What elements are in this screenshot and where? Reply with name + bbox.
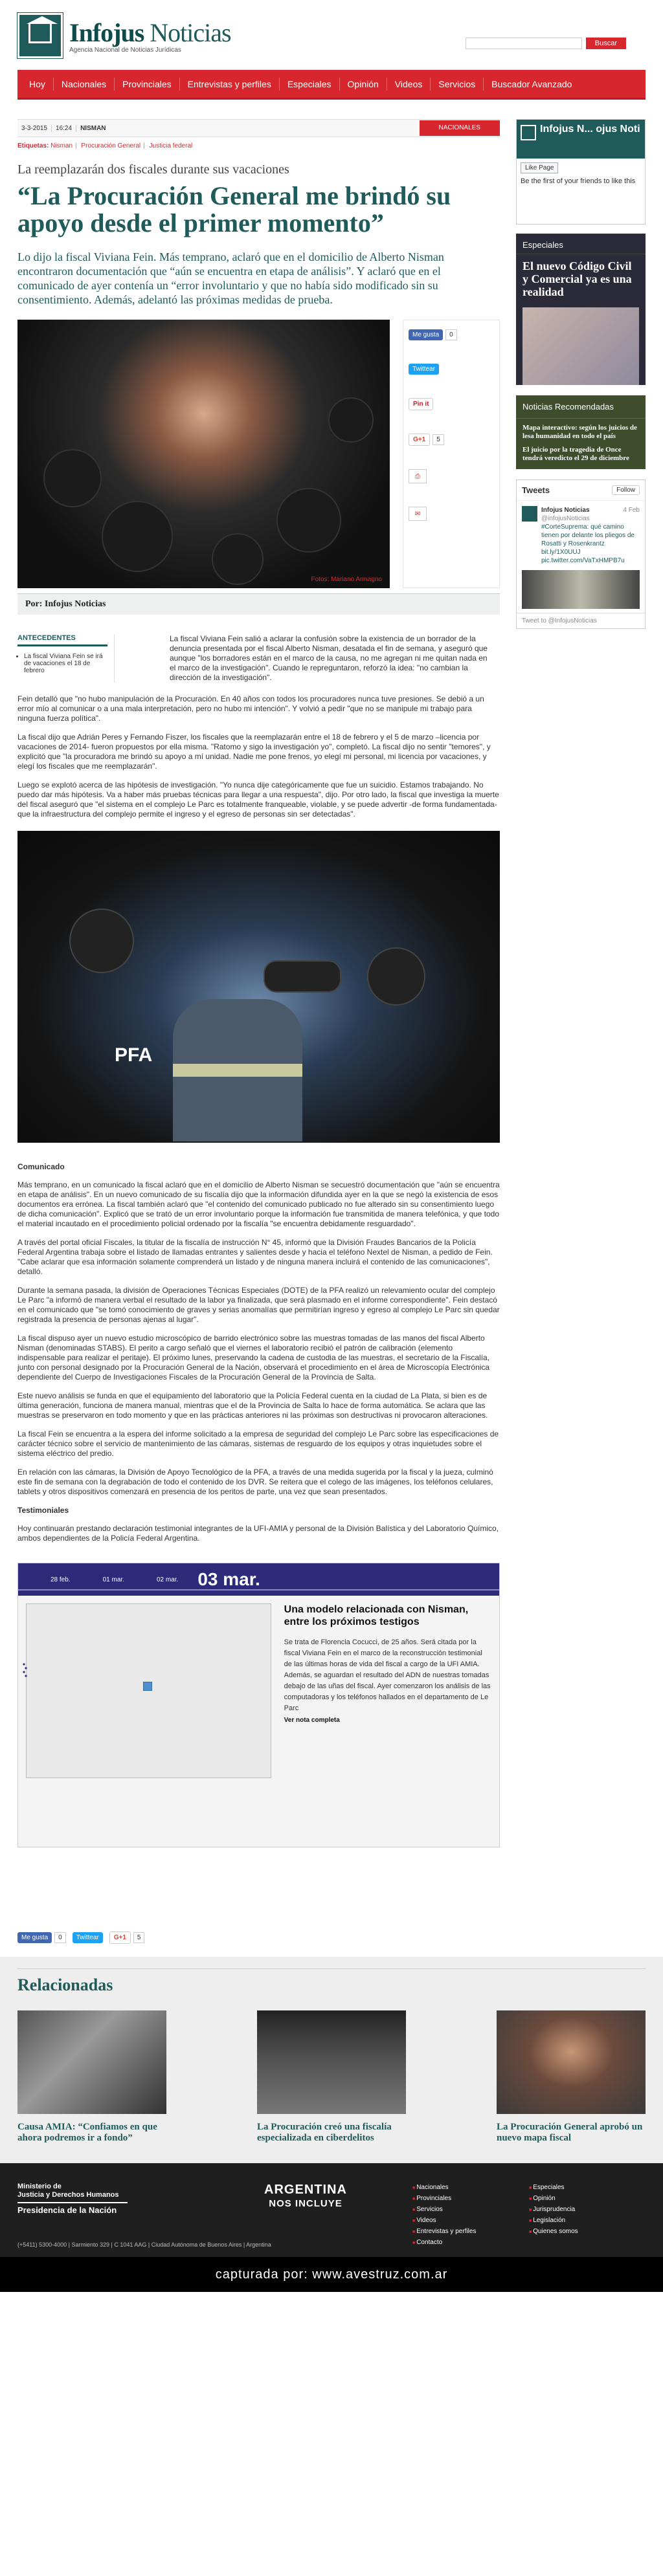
article-paragraph: En relación con las cámaras, la División de Apoyo Tecnológico de la PFA, a través de una medida sugerida por la fiscal y la jueza, culminó este fin de semana con la degrabación de todo el contenido de los DVR. Se reitera que el colego de las imágenes, los teléfonos celulares, tablets y otros dispositivos comenzará en presencia de los peritos de parte, una vez que sean presentados. xyxy=(17,1468,493,1496)
search-button[interactable]: Buscar xyxy=(586,38,626,49)
search-form xyxy=(466,38,626,49)
twitter-share-button-bottom[interactable]: Twittear xyxy=(73,1932,103,1943)
facebook-like-button[interactable]: Me gusta xyxy=(409,329,443,340)
secondary-photo[interactable]: PFA xyxy=(17,831,500,1143)
article-title: “La Procuración General me brindó su apoyo desde el primer momento” xyxy=(17,181,451,237)
recomendadas-box xyxy=(516,395,646,469)
article-date: 3-3-2015 xyxy=(17,125,52,132)
article-main xyxy=(17,119,500,1957)
tweets-title: Tweets xyxy=(522,485,550,495)
related-image[interactable] xyxy=(17,2010,166,2114)
facebook-count: 0 xyxy=(445,329,457,340)
tweet-image[interactable] xyxy=(522,570,640,609)
argentina-nos-incluye-logo: ARGENTINA NOS INCLUYE xyxy=(264,2183,347,2209)
article-paragraph: A través del portal oficial Fiscales, la titular de la fiscalía de instrucción N° 45, informó que la División Fraudes Bancarios de la Policía Federal Argentina trabaja sobre el listado de llamadas entrantes y salientes desde y hacia el teléfono Nextel de Nisman, a pedido de Fein. "Cabe aclarar que esa información solamente comprenderá un listado y de ninguna manera incluirá el contenido de las comunicaciones", detalló. xyxy=(17,1238,493,1276)
related-section xyxy=(0,1957,663,2163)
nav-item-nacionales[interactable]: Nacionales xyxy=(54,78,115,91)
logo-icon xyxy=(17,13,63,58)
testimoniales-heading: Testimoniales xyxy=(17,1506,69,1515)
tweet[interactable]: Infojus Noticias 4 Feb @infojusNoticias #CorteSuprema: qué camino tienen por delante los pliegos de Rosatti y Rosenkrantz bit.ly/1X0UUJ pic.twitter.com/VaTxHMPB7u xyxy=(517,501,645,570)
article-paragraph: La fiscal Fein se encuentra a la espera del informe solicitado a la empresa de seguridad del complejo Le Parc sobre las especificaciones de carácter técnico sobre el servicio de mantenimiento de las cámaras, sistemas de resguardo de los equipos y otras inquietudes sobre el sistema eléctrico del predio. xyxy=(17,1429,499,1458)
article-paragraph: Durante la semana pasada, la división de Operaciones Técnicas Especiales (DOTE) de la PFA realizó un relevamiento ocular del complejo Le Parc "a informó de manera verbal el resultado de la labor ya finalizada, que será plasmado en el informe correspondiente". Fein destacó en el comunicado que "se tomó conocimiento de graves y serias anomalías que permitirían ingreso y egreso al complejo Le Parc sin quedar registrada la presencia de personas ajenas al lugar". xyxy=(17,1286,500,1324)
timeline-media[interactable] xyxy=(26,1603,271,1778)
footer-link[interactable]: ■ Provinciales xyxy=(412,2194,529,2205)
nav-item-entrevistas[interactable]: Entrevistas y perfiles xyxy=(180,78,280,91)
facebook-page-widget xyxy=(516,119,646,225)
timeline-current-date[interactable]: 03 mar. xyxy=(197,1569,260,1589)
article-section-badge[interactable]: NACIONALES xyxy=(420,120,500,136)
especiales-item[interactable]: El nuevo Código Civil y Comercial ya es una realidad xyxy=(523,259,632,298)
page-wrapper xyxy=(17,0,646,1957)
site-logo[interactable] xyxy=(17,13,231,58)
fb-page-title[interactable]: Infojus N... ojus Noti xyxy=(540,124,640,135)
pinterest-button[interactable]: Pin it xyxy=(409,398,433,410)
tag-justicia-federal[interactable]: Justicia federal xyxy=(149,142,193,149)
related-image[interactable] xyxy=(257,2010,406,2114)
article-paragraph: Este nuevo análisis se funda en que el equipamiento del laboratorio que la Policía Federal cuenta en la ciudad de La Plata, si bien es de última generación, funciona de manera manual, mientras que el de la Provincia de Salta lo hace de forma automática. Se aclara que las muestras se preservaron en todo momento y que en las prácticas anteriores ni las próximas son destructivas ni provocaron alteraciones. xyxy=(17,1391,488,1420)
nav-item-servicios[interactable]: Servicios xyxy=(431,78,484,91)
recomendadas-title: Noticias Recomendadas xyxy=(516,395,646,419)
footer-link[interactable]: ■ Videos xyxy=(412,2216,529,2227)
footer-link[interactable]: ■ Contacto xyxy=(412,2238,529,2249)
timeline-more-link[interactable]: Ver nota completa xyxy=(284,1717,340,1724)
article-paragraph: Hoy continuarán prestando declaración testimonial integrantes de la UFI-AMIA y personal de la División Balística y del Laboratorio Químico, ambos dependientes de la Policía Federal Argentina. xyxy=(17,1524,499,1543)
site-header xyxy=(17,0,646,70)
google-plus-button-bottom[interactable]: G+1 xyxy=(109,1932,131,1944)
tag-nisman[interactable]: Nisman xyxy=(51,142,73,149)
footer-link[interactable]: ■ Opinión xyxy=(529,2194,646,2205)
article-tags: Etiquetas: Nisman | Procuración General | Justicia federal xyxy=(17,142,193,149)
twitter-share-button[interactable]: Twittear xyxy=(409,364,439,375)
antecedentes-title: ANTECEDENTES xyxy=(17,634,107,646)
nav-item-especiales[interactable]: Especiales xyxy=(280,78,340,91)
article-paragraph: Fein detalló que "no hubo manipulación de la Procuración. En 40 años con todos los procuradores nunca tuve presiones. Se debió a un error mío al comunicar o a una mala interpretación, pero no hubo mi intención". Y volvió a pedir "que no se manipule mi trabajo para ninguna fuerza política". xyxy=(17,694,484,723)
related-item[interactable]: La Procuración creó una fiscalía especializada en ciberdelitos xyxy=(257,2010,406,2144)
timeline-item-title[interactable]: Una modelo relacionada con Nisman, entre los próximos testigos xyxy=(284,1604,469,1627)
footer-address: (+5411) 5300-4000 | Sarmiento 329 | C 1041 AAG | Ciudad Autónoma de Buenos Aires | Argentina xyxy=(17,2241,271,2248)
share-sidebar xyxy=(403,320,500,588)
nav-item-hoy[interactable]: Hoy xyxy=(21,78,54,91)
article-paragraph: La fiscal dispuso ayer un nuevo estudio microscópico de barrido electrónico sobre las muestras tomadas de las manos del fiscal Alberto Nisman (denominadas STABS). El perito a cargo señaló que el viernes el laboratorio recibió el patrón de calibración (elemento indispensable para realizar el peritaje). El próximo lunes, preservando la cadena de custodia de las muestras, el secretario de la Fiscalía, junto con personal designado por la Procuración General de la Nación, observará el procedimiento en el área de Microscopía Electrónica dependiente del Cuerpo de Investigaciones Fiscales de la Procuración General de la Provincia de Salta. xyxy=(17,1334,490,1382)
article-summary: Lo dijo la fiscal Viviana Fein. Más temprano, aclaró que en el domicilio de Alberto Nisman encontraron documentación que “aún se encuentra en etapa de análisis”. Y aclaró que en el comunicado de ayer contenía un “error involuntario y que no había sido modificado sin su consentimiento. Además, adelantó las próximas medidas de prueba. xyxy=(17,250,444,306)
especiales-thumbnail[interactable] xyxy=(523,307,639,385)
article-lead: La fiscal Viviana Fein salió a aclarar la confusión sobre la existencia de un borrador de la denuncia presentada por el fiscal Alberto Nisman, desatada el fin de semana, y aseguró que aunque "los borradores están en el marco de la causa, no me agregan ni me quitan nada en el marco de la investigación". Cuando le repreguntaron, reforzó la idea: "no cambian la dirección de la investigación". xyxy=(170,634,488,682)
article-volanta: La reemplazarán dos fiscales durante sus vacaciones xyxy=(17,162,289,177)
article-author: Por: Infojus Noticias xyxy=(17,593,500,615)
sidebar xyxy=(516,119,646,1957)
loading-icon xyxy=(23,1662,28,1678)
play-icon[interactable] xyxy=(143,1682,152,1691)
footer-link[interactable]: ■ Nacionales xyxy=(412,2183,529,2194)
article-body xyxy=(17,694,500,1543)
article-topic[interactable]: NISMAN xyxy=(80,124,106,132)
footer-link[interactable]: ■ Legislación xyxy=(529,2216,646,2227)
especiales-title: Especiales xyxy=(516,234,646,254)
bottom-share-bar: Me gusta 0 Twittear G+1 5 xyxy=(17,1932,500,1957)
timeline-widget xyxy=(17,1563,500,1847)
google-plus-count: 5 xyxy=(433,434,444,445)
recomendada-item[interactable]: El juicio por la tragedia de Once tendrá veredicto el 29 de diciembre xyxy=(523,446,629,462)
search-input[interactable] xyxy=(466,38,582,49)
logo-title: Infojus Noticias xyxy=(69,18,231,47)
tag-procuracion[interactable]: Procuración General xyxy=(81,142,141,149)
nav-item-provinciales[interactable]: Provinciales xyxy=(115,78,179,91)
related-image[interactable] xyxy=(497,2010,646,2114)
timeline-bar xyxy=(18,1563,499,1596)
article-paragraph: La fiscal dijo que Adrián Peres y Fernando Fiszer, los fiscales que la reemplazarán entre el 18 de febrero y el 5 de marzo –licencia por vacaciones de 2014- fueron propuestos por ella misma. "Ratomo y sigo la investigación yo", completó. La fiscal dijo no sentir "temores", y explicitó que "la procuradora me brindó su apoyo a mí unidad. Nadie me pone frenos, yo elegí mi personal, mi licencia por vacaciones, y elegí los fiscales que me reemplazarán". xyxy=(17,732,491,771)
comunicado-heading: Comunicado xyxy=(17,1162,65,1171)
related-item[interactable]: La Procuración General aprobó un nuevo mapa fiscal xyxy=(497,2010,646,2144)
fb-friends-text: Be the first of your friends to like this xyxy=(521,177,636,185)
footer-links xyxy=(412,2183,646,2257)
twitter-follow-button[interactable]: Follow xyxy=(612,485,640,495)
nav-item-videos[interactable]: Videos xyxy=(387,78,431,91)
footer-link[interactable]: ■ Quienes somos xyxy=(529,2227,646,2238)
email-icon[interactable]: ✉ xyxy=(409,507,427,521)
tweet-to-input[interactable]: Tweet to @InfojusNoticias xyxy=(517,613,645,628)
related-title: Relacionadas xyxy=(17,1968,646,1995)
article-meta-bar xyxy=(17,119,500,137)
timeline-date[interactable]: 28 feb. xyxy=(51,1576,71,1583)
footer-link[interactable]: ■ Entrevistas y perfiles xyxy=(412,2227,529,2238)
capture-credit: capturada por: www.avestruz.com.ar xyxy=(0,2257,663,2292)
antecedentes-box xyxy=(17,634,115,683)
facebook-like-button-bottom[interactable]: Me gusta xyxy=(17,1932,52,1943)
print-icon[interactable]: ⎙ xyxy=(409,469,427,483)
photo-credit: Fotos: Mariano Armagno xyxy=(311,576,382,583)
related-item[interactable]: Causa AMIA: “Confiamos en que ahora podremos ir a fondo” xyxy=(17,2010,166,2144)
footer-link[interactable]: ■ Servicios xyxy=(412,2205,529,2216)
site-footer xyxy=(0,2163,663,2257)
timeline-date[interactable]: 01 mar. xyxy=(102,1576,124,1583)
twitter-widget xyxy=(516,479,646,629)
timeline-date[interactable]: 02 mar. xyxy=(156,1576,179,1583)
footer-link[interactable]: ■ Jurisprudencia xyxy=(529,2205,646,2216)
main-photo[interactable] xyxy=(17,320,390,588)
nav-item-buscador[interactable]: Buscador Avanzado xyxy=(491,78,572,89)
article-paragraph: Luego se explotó acerca de las hipótesis de investigación. "Yo nunca dije categóricamente que fue un suicidio. Estamos trabajando. No puedo dar más hipótesis. Va a haber más pruebas técnicas para llegar a una respuesta", dijo. Por otro lado, la fiscal que investiga la muerte del fiscal aseguró que "el sistema en el complejo Le Parc es totalmente franqueable, violable, y se puede advertir -de forma fundamentada- que la infraestructura del complejo permite el ingreso y el egreso de personas sin ser detectadas". xyxy=(17,780,499,819)
article-paragraph: Más temprano, en un comunicado la fiscal aclaró que en el domicilio de Alberto Nisman se secuestró documentación que "aún se encuentra en etapa de análisis". En un nuevo comunicado de su fiscalía dijo que la información difundida ayer en la que se negó la existencia de esos documentos era errónea. La fiscal también aclaró que "el contenido del comunicado publicado no fue alterado sin su consentimiento luego de dicha comunicación". Explicó que se trató de un error involuntario porque la información fue transmitida de manera telefónica, y que todo el material incautado en el procedimiento policial ordenado por la fiscalía "se encuentra debidamente resguardado". xyxy=(17,1180,500,1228)
timeline-item-text: Se trata de Florencia Cocucci, de 25 años. Será citada por la fiscal Viviana Fein en el marco de la reconstrucción testimonial de las últimas horas de vida del fiscal a cargo de la UFI AMIA. Además, se aguardan el resultado del ADN de nuestras tomadas debajo de las uñas del fiscal. Ayer comenzaron los análisis de las computadoras y los teléfonos hallados en el departamento de Le Parc xyxy=(284,1638,491,1712)
logo-subtitle: Agencia Nacional de Noticias Jurídicas xyxy=(69,47,181,54)
ministerio-logo[interactable]: Ministerio de Justicia y Derechos Humanos Presidencia de la Nación xyxy=(17,2183,166,2257)
nav-item-opinion[interactable]: Opinión xyxy=(340,78,387,91)
recomendada-item[interactable]: Mapa interactivo: según los juicios de lesa humanidad en todo el país xyxy=(523,424,637,440)
infojus-logo-icon xyxy=(521,125,536,140)
google-plus-button[interactable]: G+1 xyxy=(409,434,430,446)
antecedentes-item[interactable]: • La fiscal Viviana Fein se irá de vacaciones el 18 de febrero xyxy=(24,653,107,674)
footer-link[interactable]: ■ Especiales xyxy=(529,2183,646,2194)
article-time: 16:24 xyxy=(52,125,76,132)
avatar xyxy=(522,506,537,522)
fb-like-page-button[interactable]: Like Page xyxy=(521,162,558,173)
main-nav xyxy=(17,70,646,100)
especiales-box xyxy=(516,234,646,385)
